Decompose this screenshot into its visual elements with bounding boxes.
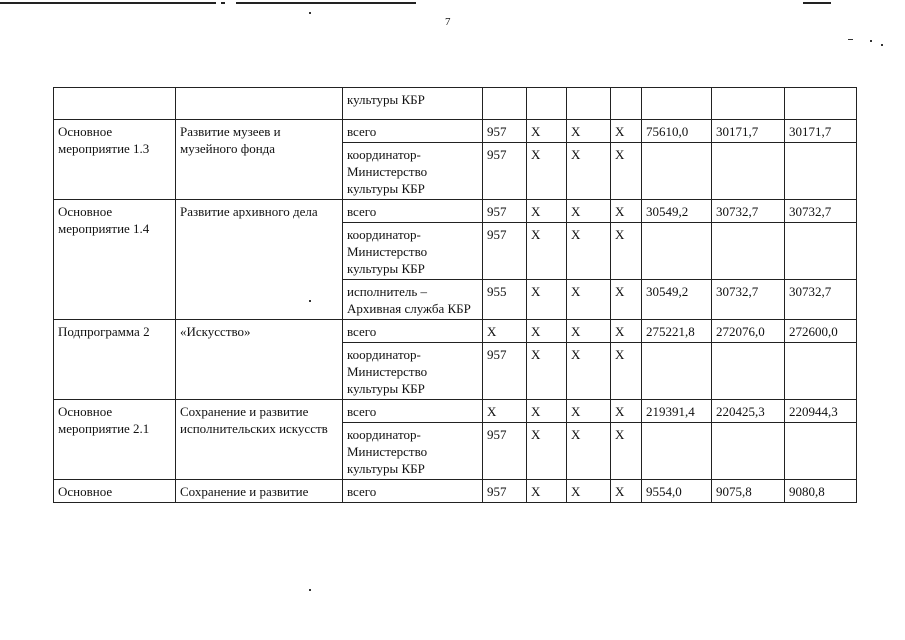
table-cell: 75610,0 <box>642 120 712 143</box>
table-cell: 9075,8 <box>712 480 785 503</box>
table-cell: 30171,7 <box>712 120 785 143</box>
table-cell: Развитие музеев и музейного фонда <box>176 120 343 200</box>
table-cell: 9554,0 <box>642 480 712 503</box>
table-cell: X <box>567 200 611 223</box>
table-cell: 30171,7 <box>785 120 857 143</box>
scan-speck <box>309 12 311 14</box>
table-cell <box>712 343 785 400</box>
table-cell: 219391,4 <box>642 400 712 423</box>
table-cell: 957 <box>483 200 527 223</box>
table-row <box>54 88 857 120</box>
table-cell: X <box>527 320 567 343</box>
table-cell: координатор-Министерство культуры КБР <box>343 423 483 480</box>
scan-speck <box>870 40 872 42</box>
scan-speck <box>881 44 883 46</box>
table-cell <box>642 423 712 480</box>
table-cell: всего <box>343 320 483 343</box>
table-cell: всего <box>343 200 483 223</box>
table-cell <box>712 223 785 280</box>
table-cell: X <box>567 280 611 320</box>
table-cell: X <box>527 280 567 320</box>
table-cell: 957 <box>483 423 527 480</box>
table-cell <box>54 88 176 120</box>
table-cell: Основное мероприятие 1.3 <box>54 120 176 200</box>
table-cell: всего <box>343 120 483 143</box>
table-cell: Подпрограмма 2 <box>54 320 176 400</box>
table-cell: X <box>567 120 611 143</box>
table-cell: X <box>611 280 642 320</box>
table-cell: «Искусство» <box>176 320 343 400</box>
scan-speck <box>309 589 311 591</box>
table-cell <box>527 88 567 120</box>
table-cell <box>785 223 857 280</box>
table-cell: X <box>527 223 567 280</box>
scan-artifact-line <box>803 2 831 4</box>
table-cell: Сохранение и развитие <box>176 480 343 503</box>
table-cell: X <box>527 400 567 423</box>
table-cell <box>785 423 857 480</box>
table-cell: X <box>567 423 611 480</box>
table-cell: X <box>567 343 611 400</box>
table-cell: всего <box>343 480 483 503</box>
table-cell: 220425,3 <box>712 400 785 423</box>
table-cell: 30732,7 <box>785 280 857 320</box>
budget-table <box>53 87 857 503</box>
table-cell <box>642 343 712 400</box>
table-cell: 957 <box>483 480 527 503</box>
table-cell: 30549,2 <box>642 200 712 223</box>
table-cell <box>642 143 712 200</box>
table-cell: 957 <box>483 343 527 400</box>
table-cell: исполнитель – Архивная служба КБР <box>343 280 483 320</box>
table-cell <box>785 88 857 120</box>
table-cell <box>712 143 785 200</box>
table-cell <box>785 143 857 200</box>
table-cell: 955 <box>483 280 527 320</box>
scan-artifact-line <box>221 2 225 4</box>
table-cell <box>785 343 857 400</box>
table-cell: X <box>527 423 567 480</box>
table-cell: Основное <box>54 480 176 503</box>
table-cell: 30732,7 <box>712 200 785 223</box>
table-cell <box>483 88 527 120</box>
table-cell: X <box>611 143 642 200</box>
table-cell: X <box>611 223 642 280</box>
page-number: 7 <box>445 16 451 28</box>
table-cell: X <box>611 400 642 423</box>
table-cell: 30732,7 <box>785 200 857 223</box>
table-cell: всего <box>343 400 483 423</box>
table-cell <box>176 88 343 120</box>
scan-artifact-line <box>236 2 416 4</box>
table-cell <box>712 423 785 480</box>
table-cell: X <box>567 400 611 423</box>
scan-artifact-line <box>0 2 216 4</box>
table-row <box>54 120 857 143</box>
table-cell: 220944,3 <box>785 400 857 423</box>
table-cell: 30732,7 <box>712 280 785 320</box>
table-cell: X <box>527 200 567 223</box>
table-cell: X <box>611 480 642 503</box>
table-cell: 30549,2 <box>642 280 712 320</box>
table-cell <box>642 223 712 280</box>
table-cell: координатор-Министерство культуры КБР <box>343 343 483 400</box>
table-cell: X <box>567 143 611 200</box>
table-cell: X <box>527 120 567 143</box>
table-cell: Развитие архивного дела <box>176 200 343 320</box>
table-cell: X <box>611 343 642 400</box>
table-cell <box>712 88 785 120</box>
table-cell: Основное мероприятие 2.1 <box>54 400 176 480</box>
table-cell: X <box>567 480 611 503</box>
table-cell: 9080,8 <box>785 480 857 503</box>
table-cell <box>611 88 642 120</box>
table-cell: 275221,8 <box>642 320 712 343</box>
table-cell: 957 <box>483 143 527 200</box>
table-cell: координатор-Министерство культуры КБР <box>343 223 483 280</box>
table-cell <box>567 88 611 120</box>
table-cell: 957 <box>483 120 527 143</box>
table-cell: 272076,0 <box>712 320 785 343</box>
table-cell: 957 <box>483 223 527 280</box>
table-cell: Основное мероприятие 1.4 <box>54 200 176 320</box>
table-cell: X <box>611 320 642 343</box>
table-cell <box>642 88 712 120</box>
table-row <box>54 400 857 423</box>
table-cell: 272600,0 <box>785 320 857 343</box>
table-cell: X <box>527 143 567 200</box>
table-cell: X <box>567 223 611 280</box>
table-cell: X <box>611 423 642 480</box>
table-cell: X <box>527 480 567 503</box>
table-cell: X <box>611 200 642 223</box>
table-row <box>54 320 857 343</box>
table-row <box>54 480 857 503</box>
table-row <box>54 200 857 223</box>
table-cell: X <box>483 320 527 343</box>
scan-speck <box>848 39 853 40</box>
table-cell: культуры КБР <box>343 88 483 120</box>
table-cell: X <box>567 320 611 343</box>
table-cell: X <box>527 343 567 400</box>
table-cell: X <box>483 400 527 423</box>
table-cell: координатор-Министерство культуры КБР <box>343 143 483 200</box>
table-cell: Сохранение и развитие исполнительских искусств <box>176 400 343 480</box>
table-cell: X <box>611 120 642 143</box>
